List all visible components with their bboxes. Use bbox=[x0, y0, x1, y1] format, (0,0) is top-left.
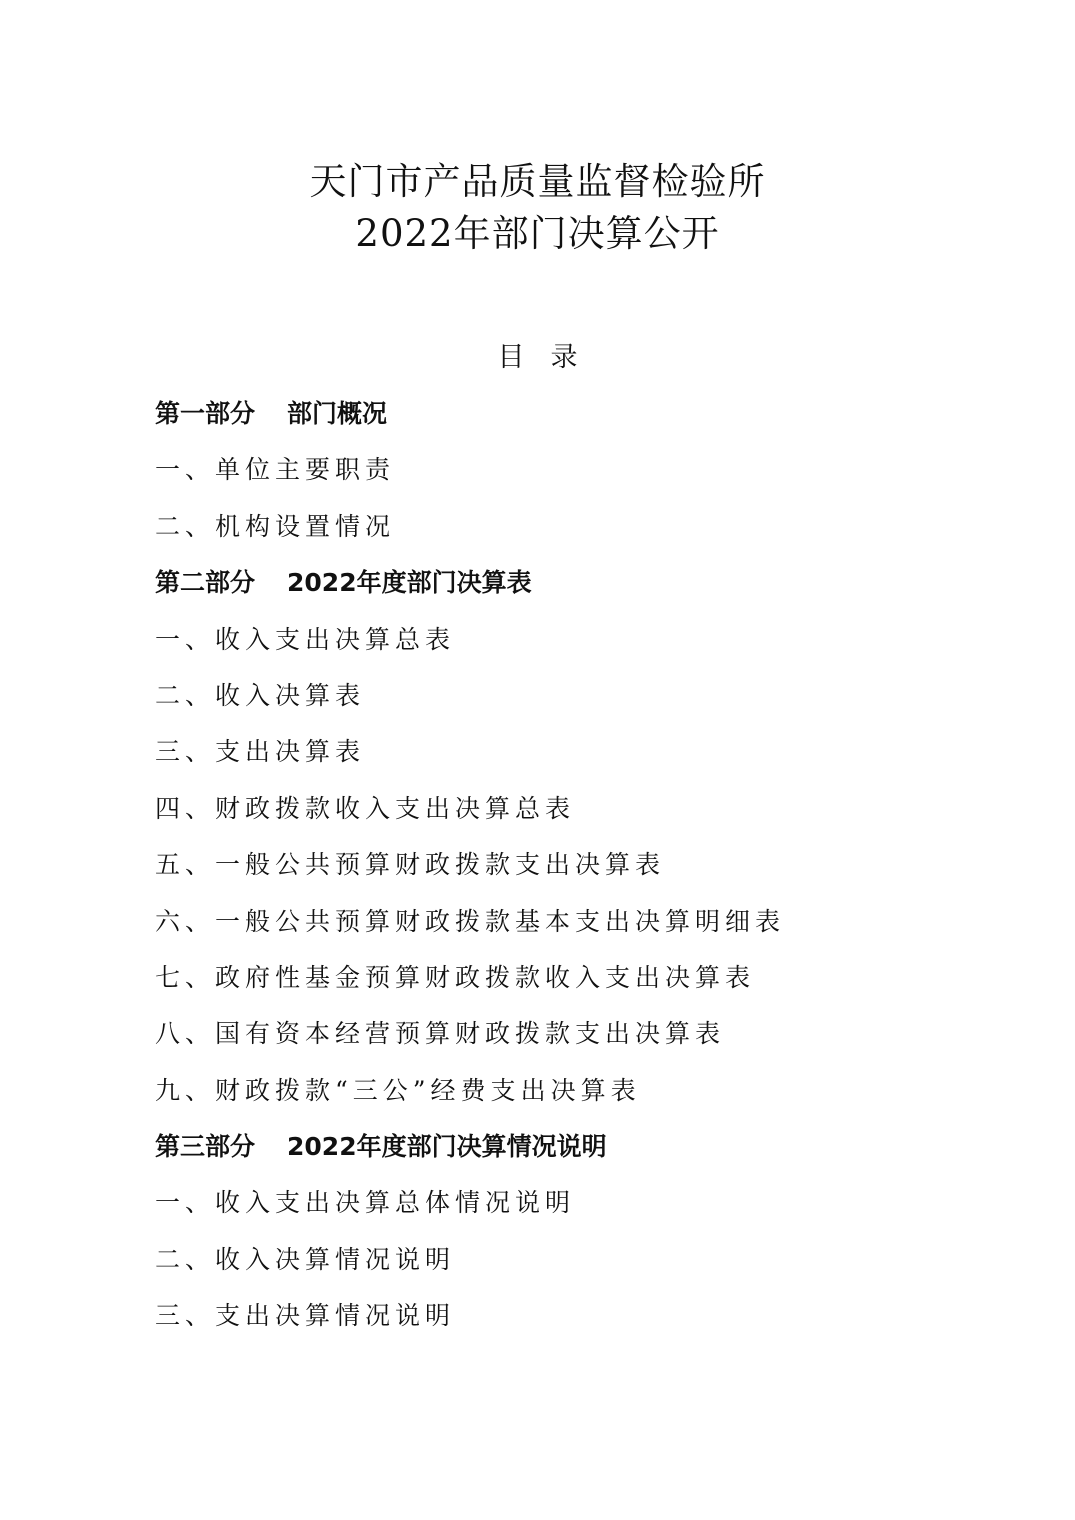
toc-item: 二、机构设置情况 bbox=[155, 511, 396, 541]
toc-item: 三、支出决算表 bbox=[155, 737, 366, 767]
toc-item: 五、一般公共预算财政拨款支出决算表 bbox=[155, 850, 666, 880]
toc-item: 一、收入支出决算总体情况说明 bbox=[155, 1188, 576, 1218]
toc-part-label: 第一部分 bbox=[155, 399, 256, 428]
toc-item: 四、财政拨款收入支出决算总表 bbox=[155, 793, 576, 823]
toc-item: 二、收入决算情况说明 bbox=[155, 1244, 456, 1274]
toc-item: 三、支出决算情况说明 bbox=[155, 1301, 456, 1331]
toc-part-title: 2022年度部门决算表 bbox=[287, 568, 532, 598]
table-of-contents bbox=[155, 390, 955, 1349]
toc-part bbox=[155, 390, 955, 446]
toc-part-label: 第二部分 bbox=[155, 568, 256, 598]
toc-item: 二、收入决算表 bbox=[155, 680, 366, 710]
toc-heading bbox=[0, 340, 1075, 376]
toc-part bbox=[155, 1123, 955, 1179]
toc-heading-char1: 目 bbox=[497, 342, 525, 373]
toc-item: 八、国有资本经营预算财政拨款支出决算表 bbox=[155, 1019, 726, 1049]
toc-item: 七、政府性基金预算财政拨款收入支出决算表 bbox=[155, 962, 756, 992]
toc-item: 一、收入支出决算总表 bbox=[155, 624, 456, 654]
toc-item: 九、财政拨款“三公”经费支出决算表 bbox=[155, 1075, 641, 1105]
toc-item: 六、一般公共预算财政拨款基本支出决算明细表 bbox=[155, 906, 786, 936]
document-title-line2: 2022年部门决算公开 bbox=[355, 212, 720, 255]
toc-item: 一、单位主要职责 bbox=[155, 455, 396, 485]
toc-part-label: 第三部分 bbox=[155, 1132, 256, 1162]
toc-part-title: 部门概况 bbox=[287, 399, 388, 428]
toc-part-title: 2022年度部门决算情况说明 bbox=[287, 1132, 607, 1162]
toc-heading-char2: 录 bbox=[550, 342, 578, 373]
toc-part bbox=[155, 559, 955, 615]
document-title-line1: 天门市产品质量监督检验所 bbox=[309, 160, 766, 203]
